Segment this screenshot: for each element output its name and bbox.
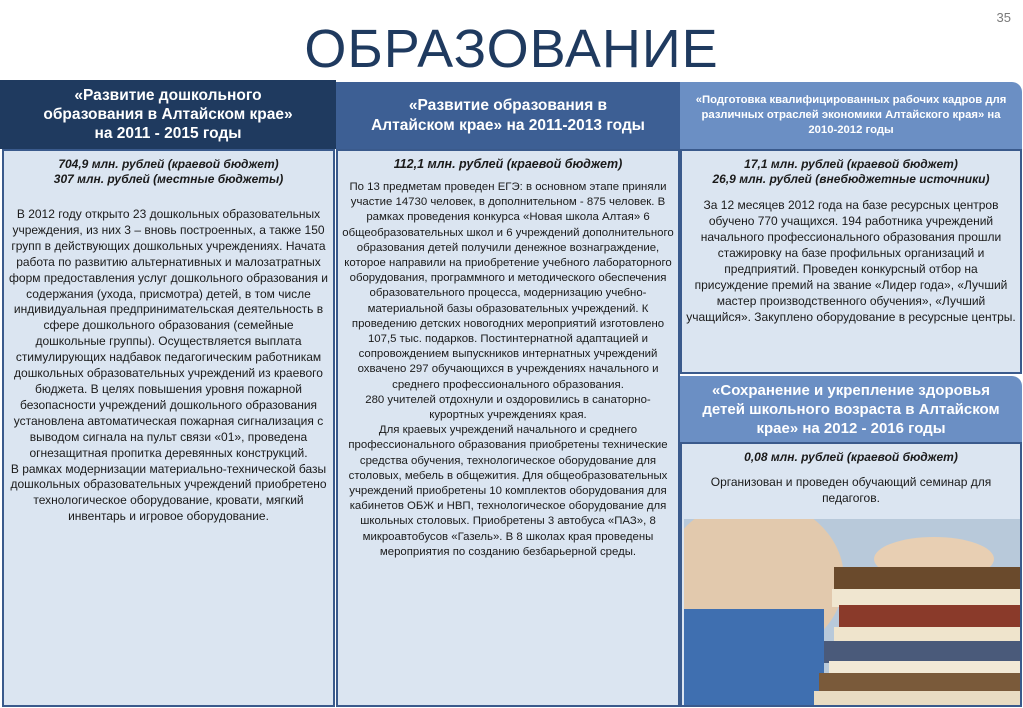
program-panel-workforce <box>680 149 1022 374</box>
program-title: «Подготовка квалифицированных рабочих кадров для различных отраслей экономики Алтайского края» на 2010-2012 годы <box>695 94 1007 136</box>
program-paragraph: 280 учителей отдохнули и оздоровились в санаторно-курортных учреждениях края. <box>365 393 651 422</box>
program-paragraph: В 2012 году открыто 23 дошкольных образовательных учреждения, из них 3 – вновь построенных, а также 150 групп в действующих дошкольных учреждениях. Начата работа по развитию альтернативных и малозатратных форм предоставления услуг дошкольного образования и содержания (ухода, присмотра) детей, в том числе индивидуальная предпринимательская деятельность в сфере дошкольного образования (семейные дошкольные группы). Осуществляется выплата стимулирующих надбавок педагогическим работникам дошкольных образовательных учреждений из краевого бюджета. В целях повышения уровня пожарной безопасности учреждений дошкольного образования установлена автоматическая пожарная сигнализация с выводом сигнала на пульт связи «01», проведена огнезащитная пропитка деревянных конструкций. <box>9 207 328 460</box>
program-header-education <box>336 82 680 149</box>
books-icon <box>684 519 1020 705</box>
program-paragraph: Организован и проведен обучающий семинар для педагогов. <box>710 475 992 505</box>
program-panel-education <box>336 149 680 707</box>
program-panel-preschool <box>2 149 335 707</box>
budget-line: 0,08 млн. рублей (краевой бюджет) <box>744 450 958 464</box>
program-title: «Развитие образования в Алтайском крае» на 2011-2013 годы <box>371 96 645 134</box>
program-header-health <box>680 376 1022 442</box>
program-paragraph: За 12 месяцев 2012 года на базе ресурсных центров обучено 770 учащихся. 194 работника учреждений начального профессионального образования прошли стажировку на базе профильных организаций и предприятий. Проведен конкурсный отбор на присуждение премий на звание «Лидер года», «Лучший мастер производственного обучения», «Лучший учащийся». Закуплено оборудование в ресурсные центры. <box>686 198 1016 324</box>
budget-line: 112,1 млн. рублей (краевой бюджет) <box>393 157 623 171</box>
program-title: «Развитие дошкольного образования в Алтайском крае» на 2011 - 2015 годы <box>43 87 293 142</box>
program-header-preschool <box>0 80 336 149</box>
books-photo <box>684 519 1020 705</box>
program-paragraph: Для краевых учреждений начального и среднего профессионального образования приобретены технические средства обучения, технологическое оборудование для столовых, мебель в общежития. Для общеобразовательных учреждений приобретены 10 комплектов оборудования для кабинетов ОБЖ и НВП, технологическое оборудование для школьных столовых. Приобретены 3 автобуса «ПАЗ», 8 микроавтобусов «Газель». В 8 школах края проведены мероприятия по созданию безбарьерной среды. <box>348 424 668 558</box>
page-title: ОБРАЗОВАНИЕ <box>304 19 719 79</box>
program-paragraph: В рамках модернизации материально-технической базы дошкольных образовательных учреждений приобретено технологическое оборудование, кровати, мягкий инвентарь и игровое оборудование. <box>10 461 327 524</box>
program-header-workforce <box>680 82 1022 149</box>
page-number: 35 <box>996 10 1011 25</box>
budget-line: 704,9 млн. рублей (краевой бюджет) <box>58 157 279 171</box>
budget-line: 17,1 млн. рублей (краевой бюджет) <box>744 157 958 171</box>
budget-line: 307 млн. рублей (местные бюджеты) <box>53 172 284 186</box>
budget-line: 26,9 млн. рублей (внебюджетные источники) <box>712 172 990 186</box>
program-paragraph: По 13 предметам проведен ЕГЭ: в основном этапе приняли участие 14730 человек, в дополнительном - 875 человек. В рамках проведения конкурса «Новая школа Алтая» 6 общеобразовательных школ и 6 учреждений дополнительного образования детей получили денежное вознаграждение, которое направили на приобретение учебного лабораторного оборудования, программного и методического обеспечения образовательного процесса, модернизацию учебно-материальной базы образовательных учреждений. К проведению детских новогодних мероприятий изготовлено 107,5 тыс. подарков. Постинтернатной адаптацией и сопровождением выпускников интернатных учреждений охвачено 297 обучающихся в учреждениях начального и среднего профессионального образования. <box>342 181 674 391</box>
program-title: «Сохранение и укрепление здоровья детей школьного возраста в Алтайском крае» на 2012 - 2016 годы <box>702 381 1000 437</box>
